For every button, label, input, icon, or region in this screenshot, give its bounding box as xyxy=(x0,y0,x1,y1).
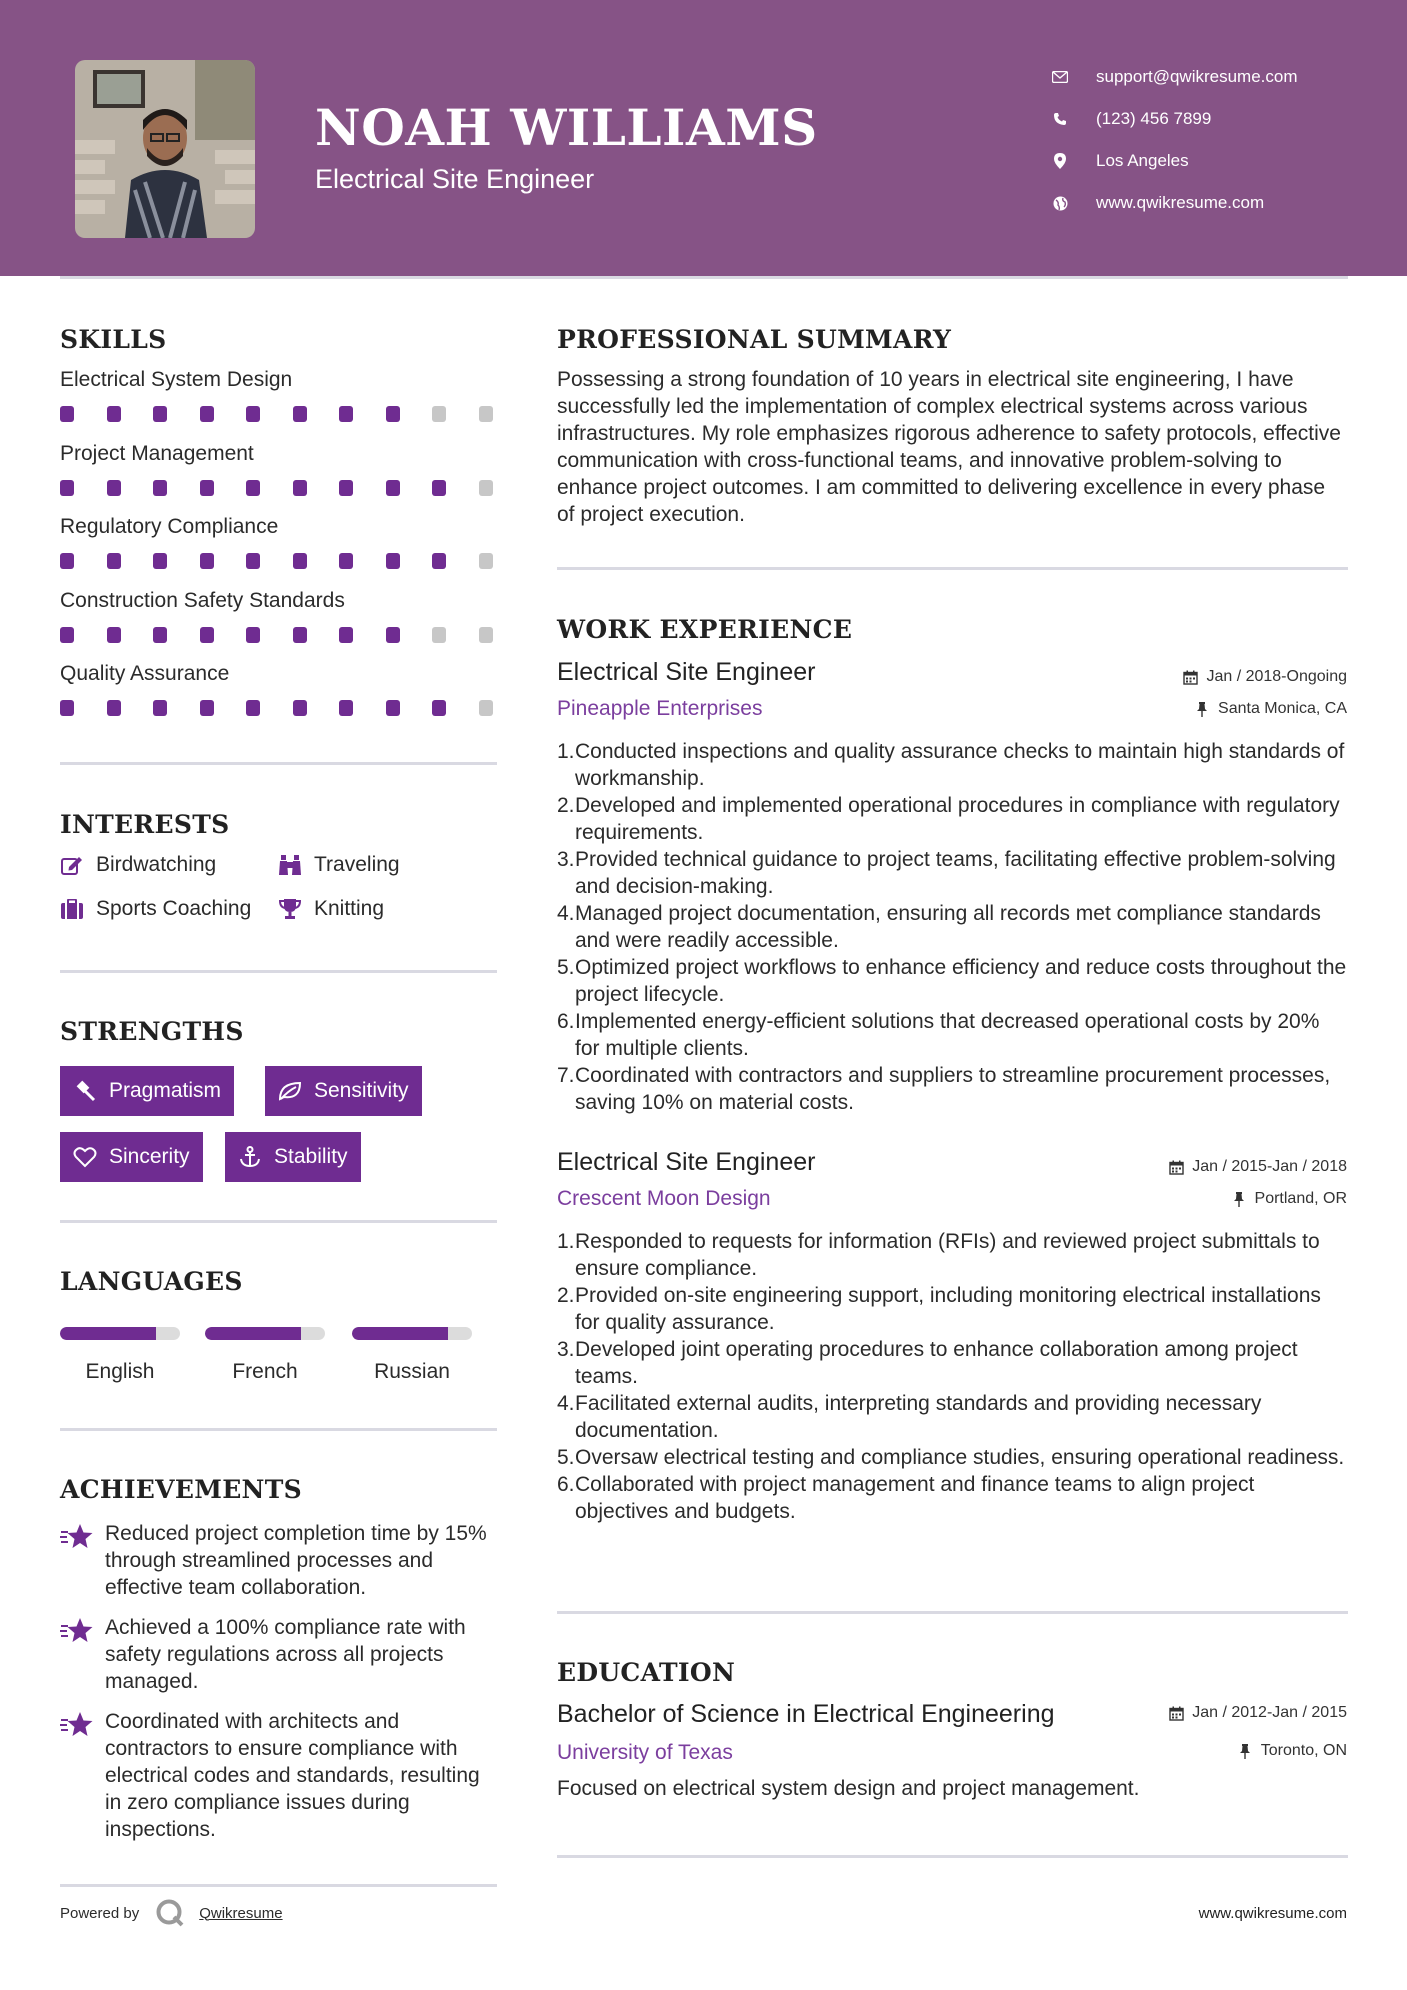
divider xyxy=(60,970,497,973)
rating-dot-filled xyxy=(200,700,214,716)
strength-label: Sincerity xyxy=(109,1145,190,1168)
edit-icon xyxy=(60,853,84,877)
bullet-text: Developed joint operating procedures to enhance collaboration among project teams. xyxy=(575,1338,1298,1388)
skill-name: Project Management xyxy=(60,441,254,465)
divider xyxy=(557,1611,1348,1614)
bullet-text: Implemented energy-efficient solutions that decreased operational costs by 20% for multiple clients. xyxy=(575,1010,1320,1060)
star-icon xyxy=(60,1616,94,1646)
languages-heading: LANGUAGES xyxy=(60,1267,243,1296)
rating-dot-filled xyxy=(107,406,121,422)
job-dates-text: Jan / 2018-Ongoing xyxy=(1206,668,1347,685)
resume-header xyxy=(0,0,1407,276)
powered-by-text: Powered by xyxy=(60,1904,140,1922)
profile-photo xyxy=(75,60,255,238)
rating-dot-empty xyxy=(479,700,493,716)
rating-dot-filled xyxy=(432,480,446,496)
rating-dot-empty xyxy=(479,553,493,569)
rating-dot-filled xyxy=(60,480,74,496)
bullet-number: 6. xyxy=(557,1010,575,1033)
job-bullet xyxy=(557,1062,1347,1116)
degree-title: Bachelor of Science in Electrical Engineering xyxy=(557,1700,1055,1728)
pushpin-icon xyxy=(1194,701,1210,717)
leaf-icon xyxy=(278,1079,302,1103)
language-level-fill xyxy=(205,1327,301,1340)
bullet-text: Facilitated external audits, interpreting standards and providing necessary documentation. xyxy=(575,1392,1262,1442)
rating-dot-filled xyxy=(386,553,400,569)
star-icon xyxy=(60,1710,94,1740)
language-label: Russian xyxy=(374,1360,450,1383)
bullet-text: Developed and implemented operational procedures in compliance with regulatory requirements. xyxy=(575,794,1340,844)
rating-dot-filled xyxy=(60,406,74,422)
rating-dot-filled xyxy=(200,627,214,643)
rating-dot-filled xyxy=(246,406,260,422)
language-level-bar xyxy=(60,1327,180,1340)
education-location xyxy=(1237,1742,1347,1760)
job-bullet xyxy=(557,1471,1347,1525)
header-divider xyxy=(60,276,1348,279)
bullet-text: Coordinated with contractors and suppliers to streamline procurement processes, saving 10% on material costs. xyxy=(575,1064,1331,1114)
divider xyxy=(557,1855,1348,1858)
interest-label: Sports Coaching xyxy=(96,897,252,920)
rating-dot-empty xyxy=(479,406,493,422)
interest-item xyxy=(60,897,251,921)
rating-dot-filled xyxy=(339,480,353,496)
rating-dot-filled xyxy=(107,627,121,643)
star-icon xyxy=(60,1522,94,1552)
rating-dot-filled xyxy=(339,553,353,569)
briefcase-icon xyxy=(60,897,84,921)
rating-dot-filled xyxy=(153,553,167,569)
achievement-item xyxy=(60,1708,500,1843)
interest-label: Birdwatching xyxy=(96,853,217,876)
brand-link[interactable]: Qwikresume xyxy=(199,1904,283,1922)
job-dates xyxy=(1182,668,1347,686)
calendar-icon xyxy=(1182,669,1198,685)
bullet-text: Collaborated with project management and finance teams to align project objectives and budgets. xyxy=(575,1473,1255,1523)
bullet-text: Optimized project workflows to enhance efficiency and reduce costs throughout the project lifecycle. xyxy=(575,956,1347,1006)
rating-dot-filled xyxy=(60,553,74,569)
rating-dot-filled xyxy=(200,553,214,569)
map-pin-icon xyxy=(1050,151,1070,171)
strength-badge xyxy=(60,1132,203,1182)
calendar-icon xyxy=(1168,1705,1184,1721)
skill-rating xyxy=(60,480,493,496)
achievement-text: Coordinated with architects and contractors to ensure compliance with electrical codes and standards, resulting in zero compliance issues during inspections. xyxy=(105,1710,480,1841)
rating-dot-filled xyxy=(293,627,307,643)
language-level-fill xyxy=(60,1327,156,1340)
strength-badge xyxy=(60,1066,234,1116)
language-level-bar xyxy=(205,1327,325,1340)
powered-by xyxy=(60,1898,283,1928)
rating-dot-filled xyxy=(60,627,74,643)
language-item xyxy=(352,1327,472,1384)
strength-label: Pragmatism xyxy=(109,1079,222,1102)
divider xyxy=(60,762,497,765)
rating-dot-filled xyxy=(432,700,446,716)
binoculars-icon xyxy=(278,853,302,877)
contact-list xyxy=(1050,56,1298,224)
anchor-icon xyxy=(238,1145,262,1169)
strength-badge xyxy=(265,1066,422,1116)
skill-name: Quality Assurance xyxy=(60,662,230,685)
envelope-icon xyxy=(1050,67,1070,87)
education-dates xyxy=(1168,1704,1347,1722)
contact-email-text: support@qwikresume.com xyxy=(1096,67,1298,86)
strength-badge xyxy=(225,1132,361,1182)
job-bullet xyxy=(557,1390,1347,1444)
job-bullet xyxy=(557,846,1347,900)
job-bullet xyxy=(557,1228,1347,1282)
rating-dot-filled xyxy=(107,553,121,569)
rating-dot-filled xyxy=(293,700,307,716)
job-bullet xyxy=(557,1336,1347,1390)
interest-item xyxy=(278,853,400,877)
rating-dot-filled xyxy=(339,406,353,422)
job-location-text: Santa Monica, CA xyxy=(1218,700,1347,717)
rating-dot-filled xyxy=(386,627,400,643)
rating-dot-empty xyxy=(432,627,446,643)
job-bullet xyxy=(557,1282,1347,1336)
bullet-number: 5. xyxy=(557,956,575,979)
job-bullet xyxy=(557,738,1347,792)
school-name: University of Texas xyxy=(557,1741,733,1764)
strengths-heading: STRENGTHS xyxy=(60,1017,244,1046)
interest-item xyxy=(60,853,216,877)
bullet-number: 3. xyxy=(557,848,575,871)
company-name: Pineapple Enterprises xyxy=(557,697,763,720)
rating-dot-filled xyxy=(432,553,446,569)
language-label: English xyxy=(85,1360,155,1383)
interest-label: Traveling xyxy=(314,853,400,876)
contact-location xyxy=(1050,140,1298,182)
education-heading: EDUCATION xyxy=(557,1658,736,1687)
rating-dot-empty xyxy=(479,627,493,643)
rating-dot-filled xyxy=(246,480,260,496)
contact-website-text: www.qwikresume.com xyxy=(1096,193,1265,212)
skill-rating xyxy=(60,406,493,422)
experience-heading: WORK EXPERIENCE xyxy=(557,615,853,644)
contact-location-text: Los Angeles xyxy=(1096,151,1189,170)
job-location xyxy=(1231,1190,1347,1208)
skill-name: Regulatory Compliance xyxy=(60,515,279,538)
skill-name: Electrical System Design xyxy=(60,368,293,391)
rating-dot-filled xyxy=(386,700,400,716)
bullet-number: 4. xyxy=(557,902,575,925)
candidate-title: Electrical Site Engineer xyxy=(315,164,595,194)
globe-icon xyxy=(1050,193,1070,213)
candidate-name: NOAH WILLIAMS xyxy=(315,98,818,157)
rating-dot-filled xyxy=(200,480,214,496)
pushpin-icon xyxy=(1231,1191,1247,1207)
rating-dot-filled xyxy=(153,406,167,422)
rating-dot-filled xyxy=(153,700,167,716)
bullet-text: Conducted inspections and quality assurance checks to maintain high standards of workmanship. xyxy=(575,740,1345,790)
bullet-number: 1. xyxy=(557,740,575,763)
achievement-text: Achieved a 100% compliance rate with safety regulations across all projects managed. xyxy=(105,1616,466,1693)
achievement-item xyxy=(60,1520,500,1601)
rating-dot-filled xyxy=(386,480,400,496)
rating-dot-filled xyxy=(60,700,74,716)
rating-dot-filled xyxy=(386,406,400,422)
rating-dot-filled xyxy=(153,627,167,643)
job-title: Electrical Site Engineer xyxy=(557,1148,816,1176)
bullet-number: 2. xyxy=(557,1284,575,1307)
skill-name: Construction Safety Standards xyxy=(60,588,345,612)
job-bullet xyxy=(557,954,1347,1008)
contact-phone-text: (123) 456 7899 xyxy=(1096,109,1212,128)
divider xyxy=(60,1220,497,1223)
trophy-icon xyxy=(278,897,302,921)
job-location-text: Portland, OR xyxy=(1254,1190,1347,1207)
bullet-text: Provided on-site engineering support, including monitoring electrical installations for quality assurance. xyxy=(575,1284,1321,1334)
job-bullets xyxy=(557,738,1347,1116)
achievement-text: Reduced project completion time by 15% through streamlined processes and effective team collaboration. xyxy=(105,1522,487,1599)
interest-label: Knitting xyxy=(314,897,385,920)
education-location-text: Toronto, ON xyxy=(1260,1742,1347,1759)
job-dates-text: Jan / 2015-Jan / 2018 xyxy=(1192,1158,1347,1175)
calendar-icon xyxy=(1168,1159,1184,1175)
language-level-bar xyxy=(352,1327,472,1340)
bullet-number: 2. xyxy=(557,794,575,817)
divider xyxy=(557,567,1348,570)
language-item xyxy=(60,1327,180,1384)
job-location xyxy=(1194,700,1347,718)
summary-heading: PROFESSIONAL SUMMARY xyxy=(557,325,952,354)
skill-rating xyxy=(60,700,493,716)
contact-phone[interactable] xyxy=(1050,98,1298,140)
qwikresume-logo-icon xyxy=(155,1898,185,1928)
bullet-text: Managed project documentation, ensuring all records met compliance standards and were readily accessible. xyxy=(575,902,1321,952)
rating-dot-empty xyxy=(432,406,446,422)
bullet-number: 5. xyxy=(557,1446,575,1469)
interest-item xyxy=(278,897,384,921)
bullet-number: 1. xyxy=(557,1230,575,1253)
rating-dot-filled xyxy=(246,627,260,643)
bullet-text: Responded to requests for information (RFIs) and reviewed project submittals to ensure compliance. xyxy=(575,1230,1320,1280)
rating-dot-filled xyxy=(339,627,353,643)
rating-dot-filled xyxy=(246,553,260,569)
skills-heading: SKILLS xyxy=(60,325,167,354)
rating-dot-filled xyxy=(153,480,167,496)
skill-rating xyxy=(60,627,493,643)
contact-website[interactable] xyxy=(1050,182,1298,224)
rating-dot-filled xyxy=(339,700,353,716)
divider xyxy=(60,1428,497,1431)
language-item xyxy=(205,1327,325,1384)
achievements-heading: ACHIEVEMENTS xyxy=(60,1475,302,1504)
bullet-text: Oversaw electrical testing and compliance studies, ensuring operational readiness. xyxy=(575,1446,1345,1469)
bullet-text: Provided technical guidance to project teams, facilitating effective problem-solving and decision-making. xyxy=(575,848,1336,898)
summary-text: Possessing a strong foundation of 10 years in electrical site engineering, I have successfully led the implementation of complex electrical systems across various infrastructures. My role emphasizes rigorous adherence to safety protocols, effective communication with cross-functional teams, and innovative problem-solving to enhance project outcomes. I am committed to delivering excellence in every phase of project execution. xyxy=(557,368,1341,526)
skill-rating xyxy=(60,553,493,569)
contact-email[interactable] xyxy=(1050,56,1298,98)
bullet-number: 4. xyxy=(557,1392,575,1415)
bullet-number: 7. xyxy=(557,1064,575,1087)
education-description: Focused on electrical system design and project management. xyxy=(557,1777,1140,1800)
rating-dot-filled xyxy=(107,480,121,496)
strength-label: Stability xyxy=(274,1145,348,1168)
rating-dot-filled xyxy=(293,480,307,496)
rating-dot-filled xyxy=(246,700,260,716)
language-label: French xyxy=(232,1360,298,1383)
footer-website[interactable]: www.qwikresume.com xyxy=(1198,1905,1347,1922)
education-dates-text: Jan / 2012-Jan / 2015 xyxy=(1192,1704,1347,1721)
job-bullet xyxy=(557,1444,1347,1471)
strength-label: Sensitivity xyxy=(314,1079,409,1102)
heart-icon xyxy=(73,1145,97,1169)
job-bullet xyxy=(557,900,1347,954)
company-name: Crescent Moon Design xyxy=(557,1187,771,1210)
rating-dot-empty xyxy=(479,480,493,496)
gavel-icon xyxy=(73,1079,97,1103)
interests-heading: INTERESTS xyxy=(60,810,230,839)
bullet-number: 6. xyxy=(557,1473,575,1496)
pushpin-icon xyxy=(1237,1743,1253,1759)
rating-dot-filled xyxy=(293,406,307,422)
job-dates xyxy=(1168,1158,1347,1176)
rating-dot-filled xyxy=(107,700,121,716)
achievement-item xyxy=(60,1614,500,1695)
phone-icon xyxy=(1050,109,1070,129)
divider xyxy=(60,1884,497,1887)
language-level-fill xyxy=(352,1327,448,1340)
bullet-number: 3. xyxy=(557,1338,575,1361)
rating-dot-filled xyxy=(200,406,214,422)
job-bullet xyxy=(557,792,1347,846)
job-bullets xyxy=(557,1228,1347,1525)
rating-dot-filled xyxy=(293,553,307,569)
job-title: Electrical Site Engineer xyxy=(557,658,816,686)
job-bullet xyxy=(557,1008,1347,1062)
